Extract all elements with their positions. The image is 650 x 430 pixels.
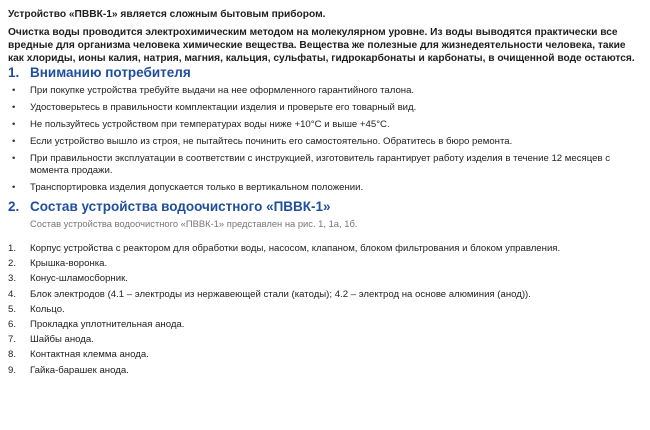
- bullet-icon: •: [12, 85, 16, 96]
- item-text: Конус-шламосборник.: [30, 273, 128, 285]
- list-item: • Удостоверьтесь в правильности комплектации изделия и проверьте его товарный вид.: [12, 102, 417, 113]
- section-2-heading: [8, 199, 640, 215]
- item-number: 4.: [8, 288, 17, 300]
- list-item: • Транспортировка изделия допускается только в вертикальном положении.: [12, 182, 364, 193]
- item-number: 8.: [8, 349, 17, 361]
- bullet-icon: •: [12, 153, 16, 164]
- list-item: [8, 273, 640, 285]
- item-number: 5.: [8, 303, 17, 315]
- item-number: 7.: [8, 334, 17, 346]
- list-item: [8, 349, 640, 361]
- section-1-number: 1.: [8, 65, 20, 80]
- components-list: [8, 243, 640, 377]
- intro-paragraph-2: Очистка воды проводится электрохимическим методом на молекулярном уровне. Из воды выводятся практически все вредные для организма человека химические вещества. Вещества же полезные для жизнедеятельности человека, такие как хлориды, ионы калия, натрия, магния, кальция, сульфаты, гидрокарбонаты и карбонаты, в очищенной воде остаются.: [8, 27, 635, 64]
- section-1-heading: [8, 65, 640, 81]
- item-text: Крышка-воронка.: [30, 258, 108, 270]
- item-text: Гайка-барашек анода.: [30, 364, 129, 376]
- list-item: • Не пользуйтесь устройством при температурах воды ниже +10°С и выше +45°С.: [12, 119, 390, 130]
- item-text: Корпус устройства с реактором для обработки воды, насосом, клапаном, блоком фильтрования и блоком управления.: [30, 243, 561, 254]
- list-item: [8, 243, 640, 255]
- list-item: [8, 289, 640, 301]
- list-item: [8, 334, 640, 346]
- bullet-icon: •: [12, 102, 16, 113]
- intro-block: [8, 8, 640, 65]
- item-number: 9.: [8, 364, 17, 376]
- item-text: Контактная клемма анода.: [30, 349, 149, 361]
- consumer-notice-list: [8, 85, 640, 194]
- section-2-subtitle: Состав устройства водоочистного «ПВВК-1» представлен на рис. 1, 1а, 1б.: [30, 218, 358, 229]
- list-item: [8, 304, 640, 316]
- item-text: Шайбы анода.: [30, 334, 94, 346]
- list-item: [8, 319, 640, 331]
- item-number: 1.: [8, 243, 17, 254]
- item-text: Блок электродов (4.1 – электроды из нержавеющей стали (катоды); 4.2 – электрод на основе алюминия (анод)).: [30, 288, 531, 300]
- item-text: Прокладка уплотнительная анода.: [30, 318, 185, 330]
- list-item: [8, 258, 640, 270]
- list-item: [8, 365, 640, 377]
- list-item: • При покупке устройства требуйте выдачи на нее оформленного гарантийного талона.: [12, 85, 415, 96]
- list-item: • При правильности эксплуатации в соответствии с инструкцией, изготовитель гарантирует работу изделия в течение 12 месяцев с момента продажи.: [12, 153, 611, 176]
- item-number: 2.: [8, 258, 17, 270]
- section-2-number: 2.: [8, 199, 20, 214]
- bullet-icon: •: [12, 182, 16, 193]
- item-number: 6.: [8, 318, 17, 330]
- item-number: 3.: [8, 273, 17, 285]
- intro-paragraph-1: Устройство «ПВВК-1» является сложным бытовым прибором.: [8, 9, 326, 20]
- item-text: Кольцо.: [30, 303, 65, 315]
- section-2-title: Состав устройства водоочистного «ПВВК-1»: [30, 199, 331, 214]
- bullet-icon: •: [12, 119, 16, 130]
- list-item: • Если устройство вышло из строя, не пытайтесь починить его самостоятельно. Обратитесь в бюро ремонта.: [12, 136, 513, 147]
- bullet-icon: •: [12, 136, 16, 147]
- section-1-title: Вниманию потребителя: [30, 65, 191, 80]
